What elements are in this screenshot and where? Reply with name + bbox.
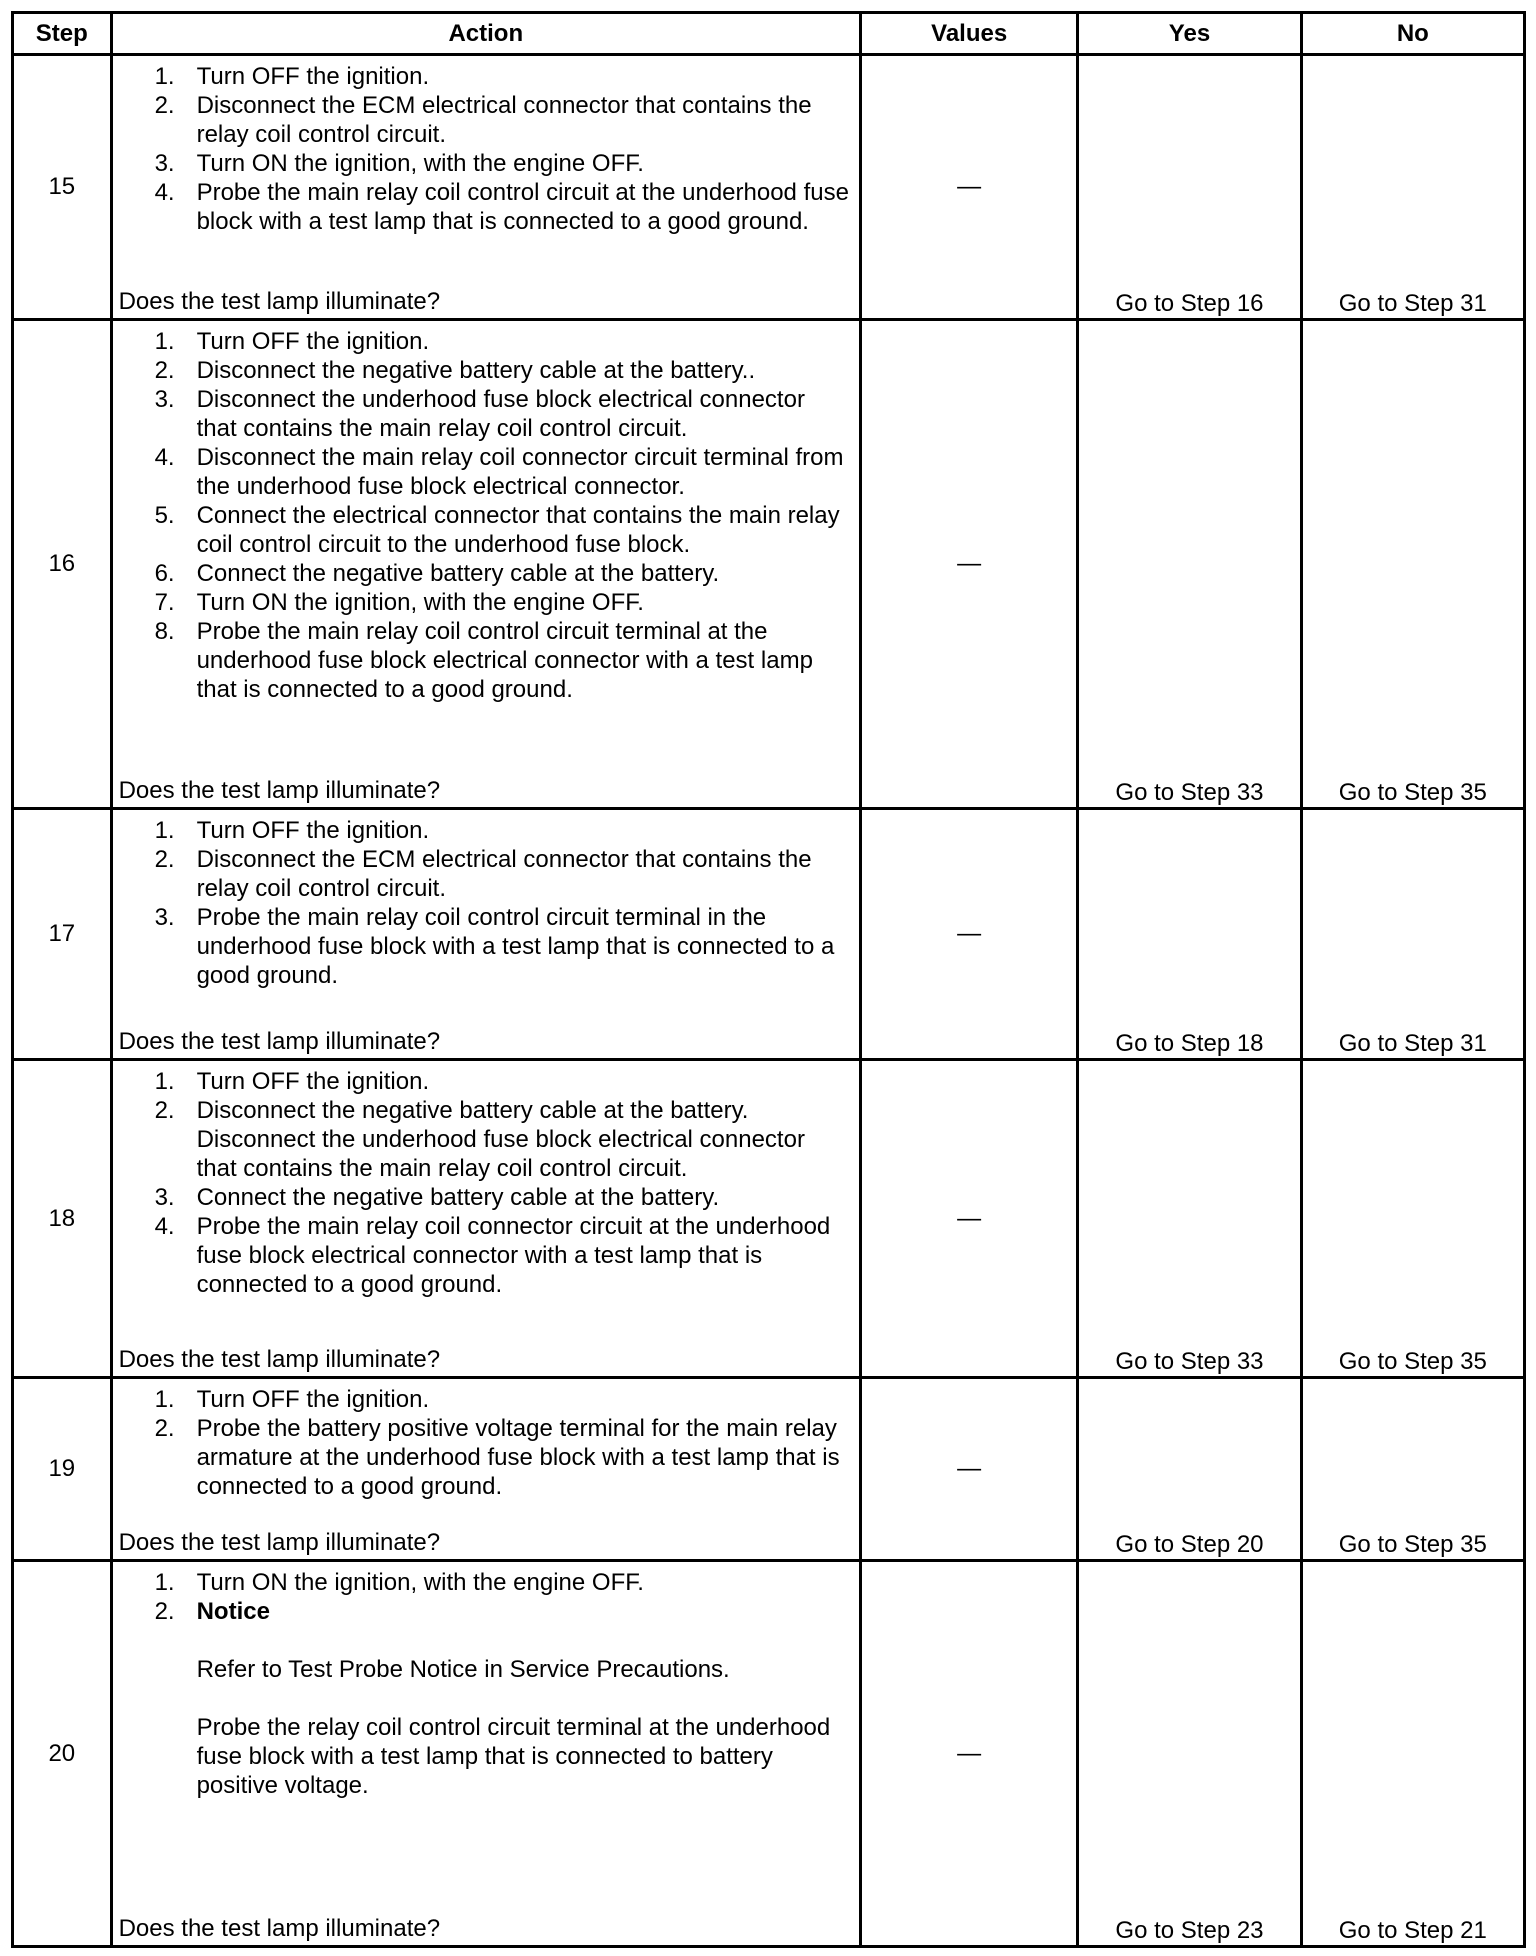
- list-item: [119, 1067, 851, 1096]
- item-number: 2.: [154, 356, 175, 384]
- list-item: [119, 443, 851, 501]
- item-text: Disconnect the underhood fuse block electrical connector that contains the main relay coil control circuit.: [196, 1125, 805, 1182]
- no-result: Go to Step 35: [1301, 1059, 1524, 1378]
- yes-result: Go to Step 33: [1078, 319, 1301, 808]
- item-text: Disconnect the main relay coil connector circuit terminal from the underhood fuse block electrical connector.: [196, 443, 844, 500]
- no-result: Go to Step 31: [1301, 808, 1524, 1059]
- yes-result: Go to Step 16: [1078, 55, 1301, 320]
- item-number: 1.: [154, 327, 175, 355]
- header-yes: Yes: [1078, 13, 1301, 55]
- diagnostic-table: [11, 11, 1526, 1948]
- item-number: 3.: [154, 903, 175, 931]
- item-number: 1.: [154, 1569, 175, 1597]
- notice-text: Refer to Test Probe Notice in Service Precautions.: [196, 1656, 730, 1684]
- item-text: Connect the electrical connector that contains the main relay coil control circuit to the underhood fuse block.: [196, 501, 840, 558]
- item-text: Probe the main relay coil control circuit terminal in the underhood fuse block with a test lamp that is connected to a good ground.: [196, 903, 835, 989]
- item-text: Turn OFF the ignition.: [196, 327, 430, 355]
- table-row: [13, 319, 1525, 808]
- yes-result: Go to Step 23: [1078, 1561, 1301, 1947]
- item-text: Probe the main relay coil control circuit at the underhood fuse block with a test lamp that is connected to a good ground.: [196, 179, 849, 235]
- values-cell: —: [861, 808, 1078, 1059]
- item-text: Turn OFF the ignition.: [196, 816, 430, 844]
- header-no: No: [1301, 13, 1524, 55]
- item-number: 1.: [154, 1386, 175, 1414]
- action-cell: [111, 1378, 860, 1561]
- item-number: 8.: [154, 617, 175, 645]
- item-text: Disconnect the ECM electrical connector that contains the relay coil control circuit.: [196, 845, 812, 902]
- list-item: [119, 617, 851, 704]
- action-cell: [111, 55, 860, 320]
- item-number: 2.: [154, 92, 175, 119]
- table-row: [13, 1378, 1525, 1561]
- question-text: Does the test lamp illuminate?: [118, 1529, 441, 1557]
- no-result: Go to Step 35: [1301, 1378, 1524, 1561]
- list-item: [119, 559, 851, 588]
- item-number: 4.: [154, 443, 175, 471]
- question-text: Does the test lamp illuminate?: [118, 1346, 441, 1374]
- list-item: [119, 1385, 851, 1414]
- values-cell: —: [861, 1561, 1078, 1947]
- list-item: [119, 62, 851, 91]
- no-result: Go to Step 35: [1301, 319, 1524, 808]
- values-cell: —: [861, 319, 1078, 808]
- item-text: Turn ON the ignition, with the engine OFF.: [196, 150, 644, 177]
- item-number: 1.: [154, 63, 175, 90]
- list-item: [119, 1212, 851, 1299]
- action-cell: [111, 1561, 860, 1947]
- list-item: [119, 356, 851, 385]
- item-number: 3.: [154, 385, 175, 413]
- action-list: [119, 1385, 851, 1501]
- list-item: [119, 588, 851, 617]
- yes-result: Go to Step 18: [1078, 808, 1301, 1059]
- item-text: Disconnect the underhood fuse block electrical connector that contains the main relay coil control circuit.: [196, 385, 805, 442]
- item-text: Connect the negative battery cable at the battery.: [196, 559, 720, 587]
- list-item-continuation: [119, 1713, 851, 1800]
- action-cell: [111, 1059, 860, 1378]
- item-text: Turn ON the ignition, with the engine OFF.: [196, 588, 644, 616]
- probe-text: Probe the relay coil control circuit terminal at the underhood fuse block with a test lamp that is connected to battery positive voltage.: [196, 1714, 831, 1800]
- list-item: [119, 1597, 851, 1626]
- item-number: 6.: [154, 559, 175, 587]
- list-item: [119, 1096, 851, 1125]
- item-text: Turn OFF the ignition.: [196, 1386, 430, 1414]
- item-text: Turn OFF the ignition.: [196, 63, 430, 90]
- list-item-continuation: [119, 1125, 851, 1183]
- action-cell: [111, 808, 860, 1059]
- item-number: 7.: [154, 588, 175, 616]
- item-text: Turn OFF the ignition.: [196, 1067, 430, 1095]
- item-number: 2.: [154, 1096, 175, 1124]
- values-cell: —: [861, 1378, 1078, 1561]
- list-item: [119, 816, 851, 845]
- action-list: [119, 1067, 851, 1299]
- list-item: [119, 1414, 851, 1501]
- question-text: Does the test lamp illuminate?: [118, 1915, 441, 1942]
- step-number: 20: [13, 1561, 112, 1947]
- item-text: Probe the main relay coil control circuit terminal at the underhood fuse block electrical connector with a test lamp that is connected to a good ground.: [196, 617, 813, 703]
- yes-result: Go to Step 33: [1078, 1059, 1301, 1378]
- list-item: [119, 91, 851, 149]
- item-number: 1.: [154, 816, 175, 844]
- item-text: Connect the negative battery cable at the battery.: [196, 1183, 720, 1211]
- step-number: 15: [13, 55, 112, 320]
- item-text: Disconnect the ECM electrical connector that contains the relay coil control circuit.: [196, 92, 812, 148]
- list-item: [119, 845, 851, 903]
- table-row: [13, 1561, 1525, 1947]
- item-number: 4.: [154, 1212, 175, 1240]
- item-number: 5.: [154, 501, 175, 529]
- item-number: 4.: [154, 179, 175, 206]
- action-cell: [111, 319, 860, 808]
- item-number: 1.: [154, 1067, 175, 1095]
- table-row: [13, 808, 1525, 1059]
- list-item: [119, 385, 851, 443]
- list-item-continuation: [119, 1655, 851, 1684]
- table-row: [13, 1059, 1525, 1378]
- step-number: 19: [13, 1378, 112, 1561]
- item-number: 2.: [154, 1598, 175, 1626]
- yes-result: Go to Step 20: [1078, 1378, 1301, 1561]
- question-text: Does the test lamp illuminate?: [118, 776, 441, 804]
- item-text: Disconnect the negative battery cable at the battery.: [196, 1096, 749, 1124]
- notice-label: Notice: [196, 1598, 270, 1626]
- item-number: 2.: [154, 845, 175, 873]
- header-step: Step: [13, 13, 112, 55]
- header-values: Values: [861, 13, 1078, 55]
- question-text: Does the test lamp illuminate?: [118, 287, 441, 315]
- header-action: Action: [111, 13, 860, 55]
- question-text: Does the test lamp illuminate?: [118, 1027, 441, 1055]
- list-item: [119, 327, 851, 356]
- item-number: 3.: [154, 1183, 175, 1211]
- action-list: [119, 62, 851, 236]
- list-item: [119, 501, 851, 559]
- step-number: 17: [13, 808, 112, 1059]
- no-result: Go to Step 31: [1301, 55, 1524, 320]
- item-text: Probe the main relay coil connector circuit at the underhood fuse block electrical connector with a test lamp that is connected to a good ground.: [196, 1212, 831, 1298]
- no-result: Go to Step 21: [1301, 1561, 1524, 1947]
- step-number: 16: [13, 319, 112, 808]
- values-cell: —: [861, 55, 1078, 320]
- header-row: [13, 13, 1525, 55]
- list-item: [119, 149, 851, 178]
- action-list: [119, 1568, 851, 1800]
- item-text: Probe the battery positive voltage terminal for the main relay armature at the underhood fuse block with a test lamp that is connected to a good ground.: [196, 1415, 840, 1501]
- list-item: [119, 903, 851, 990]
- action-list: [119, 327, 851, 704]
- item-text: Turn ON the ignition, with the engine OFF.: [196, 1569, 644, 1597]
- spacer: [119, 1626, 851, 1655]
- item-number: 3.: [154, 150, 175, 177]
- item-text: Disconnect the negative battery cable at the battery..: [196, 356, 756, 384]
- list-item: [119, 1568, 851, 1597]
- values-cell: —: [861, 1059, 1078, 1378]
- step-number: 18: [13, 1059, 112, 1378]
- action-list: [119, 816, 851, 990]
- spacer: [119, 1684, 851, 1713]
- list-item: [119, 178, 851, 236]
- item-number: 2.: [154, 1415, 175, 1443]
- list-item: [119, 1183, 851, 1212]
- table-row: [13, 55, 1525, 320]
